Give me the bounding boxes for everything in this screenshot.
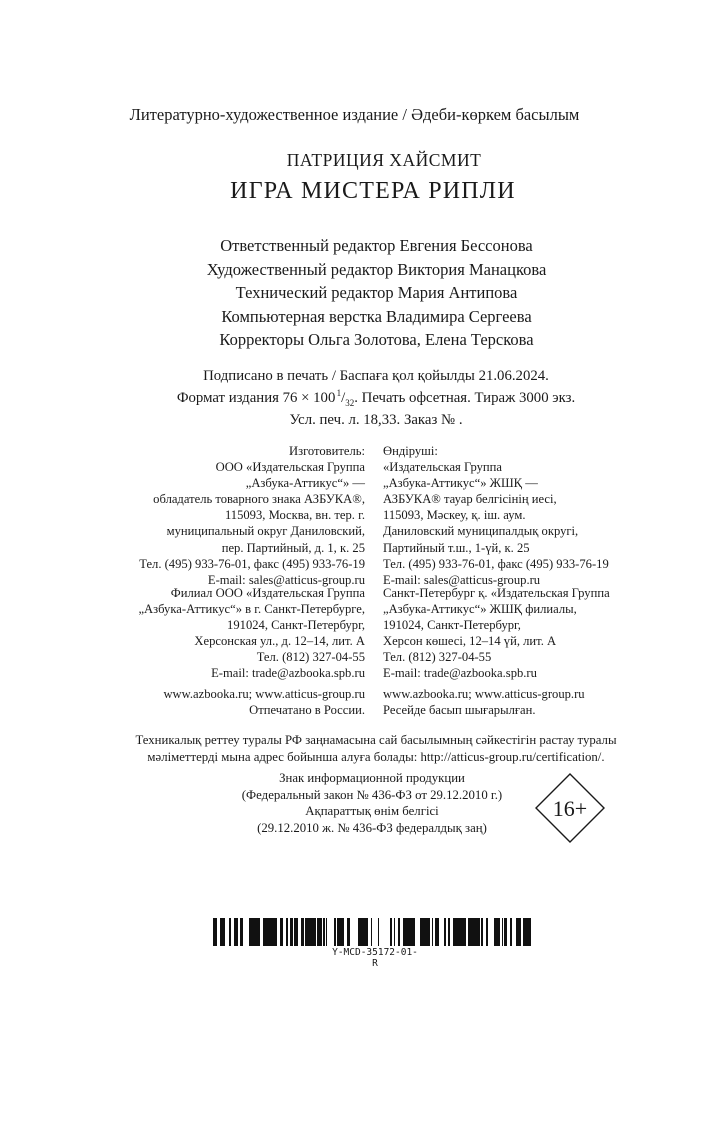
barcode-bar [462, 918, 464, 946]
barcode-bar [251, 918, 252, 946]
barcode-bar [468, 918, 469, 946]
barcode-bar [223, 918, 225, 946]
barcode-bar [311, 918, 313, 946]
branch-kz [383, 585, 673, 682]
author-name: ПАТРИЦИЯ ХАЙСМИТ [286, 150, 482, 170]
barcode-code: Y-MCD-35172-01-R [332, 947, 418, 969]
credit-line: Технический редактор Мария Антипова [235, 283, 518, 302]
barcode-bar [323, 918, 325, 946]
credit-line: Компьютерная верстка Владимира Сергеева [221, 306, 532, 326]
barcode-bar [422, 918, 425, 946]
barcode-bar [506, 918, 507, 946]
barcode-bar [427, 918, 428, 946]
manufacturer-line: „Азбука-Аттикус“» — [245, 476, 365, 491]
barcode-icon [211, 918, 531, 946]
barcode-bar [286, 918, 288, 946]
barcode-bar [499, 918, 500, 946]
manufacturer-line: E-mail: sales@atticus-group.ru [207, 572, 365, 587]
age-rating-badge [534, 772, 606, 844]
barcode-bar [494, 918, 496, 946]
barcode-bar [334, 918, 336, 946]
manufacturer-ru [85, 443, 365, 588]
barcode-bar [363, 918, 365, 946]
barcode-bar [309, 918, 310, 946]
barcode-bar [472, 918, 473, 946]
manufacturer-kz [383, 443, 673, 588]
certification-note [0, 732, 709, 765]
sheets-order: Усл. печ. л. 18,33. Заказ № . [289, 411, 463, 428]
barcode-bar [290, 918, 293, 946]
barcode-bar [504, 918, 506, 946]
barcode-bar [220, 918, 223, 946]
barcode-bar [390, 918, 391, 946]
info-sign-line: (Федеральный закон № 436-ФЗ от 29.12.2010 г.) [241, 787, 503, 802]
barcode-bar [391, 918, 392, 946]
barcode-bar [339, 918, 341, 946]
branch-line: 191024, Санкт-Петербург, [383, 618, 521, 633]
barcode-bar [294, 918, 297, 946]
barcode-bar [216, 918, 217, 946]
branch-line: Тел. (812) 327-04-55 [256, 650, 365, 665]
info-sign-line: Знак информационной продукции [279, 771, 465, 785]
barcode-bar [361, 918, 363, 946]
barcode-bar [523, 918, 524, 946]
web-ru [85, 686, 365, 718]
manufacturer-line: Партийный т.ш., 1-үй, к. 25 [383, 540, 530, 555]
barcode-bar [301, 918, 303, 946]
book-title: ИГРА МИСТЕРА РИПЛИ [230, 178, 516, 204]
barcode-bar [297, 918, 298, 946]
credit-line: Ответственный редактор Евгения Бессонова [220, 236, 533, 255]
barcode-bar [365, 918, 368, 946]
barcode-bar [459, 918, 462, 946]
info-sign-line: Ақпараттық өнім белгісі [305, 804, 439, 818]
manufacturer-line: пер. Партийный, д. 1, к. 25 [221, 540, 365, 555]
barcode-bar [408, 918, 410, 946]
manufacturer-line: Изготовитель: [289, 444, 365, 458]
web-kz [383, 686, 673, 718]
barcode-bar [527, 918, 528, 946]
barcode-bar [280, 918, 281, 946]
barcode-bar [410, 918, 412, 946]
branch-line: Санкт-Петербург қ. «Издательская Группа [383, 586, 610, 600]
branch-line: „Азбука-Аттикус“» ЖШҚ филиалы, [383, 602, 577, 617]
barcode-bar [464, 918, 466, 946]
barcode-bar [519, 918, 521, 946]
barcode-bar [303, 918, 304, 946]
barcode-bar [516, 918, 517, 946]
barcode-bar [371, 918, 372, 946]
edition-type: Литературно-художественное издание / Әдеби-көркем басылым [129, 105, 580, 124]
print-info [0, 368, 709, 429]
cert-line: мәліметтерді мына адрес бойынша алуға болады: http://atticus-group.ru/certification/. [147, 749, 605, 764]
barcode-bar [455, 918, 458, 946]
format-prefix: Формат издания 76 × 100 [176, 389, 336, 406]
manufacturer-line: „Азбука-Аттикус“» ЖШҚ — [383, 476, 538, 491]
barcode-bar [458, 918, 459, 946]
manufacturer-line: АЗБУКА® тауар белгісінің иесі, [383, 492, 557, 507]
branch-line: Херсонская ул., д. 12–14, лит. А [194, 634, 365, 649]
barcode-bar [524, 918, 527, 946]
barcode-bar [341, 918, 344, 946]
barcode-bar [469, 918, 472, 946]
barcode-bar [412, 918, 415, 946]
barcode-bar [428, 918, 430, 946]
format-denominator: 32 [345, 397, 355, 408]
manufacturer-line: 115093, Москва, вн. тер. г. [224, 508, 365, 523]
barcode-bar [502, 918, 503, 946]
barcode-bar [407, 918, 408, 946]
barcode-bar [378, 918, 379, 946]
barcode-bar [473, 918, 475, 946]
barcode-bar [486, 918, 487, 946]
barcode-bar [436, 918, 437, 946]
barcode-bar [425, 918, 427, 946]
barcode-bar [310, 918, 311, 946]
barcode-bar [398, 918, 400, 946]
barcode-bar [308, 918, 309, 946]
age-rating-text: 16+ [552, 796, 588, 821]
barcode-bar [253, 918, 255, 946]
format-suffix: . Печать офсетная. Тираж 3000 экз. [354, 389, 576, 406]
manufacturer-line: ООО «Издательская Группа [215, 460, 365, 475]
manufacturer-line: 115093, Мәскеу, қ. іш. аум. [383, 508, 526, 523]
branch-ru [85, 585, 365, 682]
barcode-bar [403, 918, 404, 946]
manufacturer-line: Өндіруші: [383, 444, 438, 458]
branch-line: 191024, Санкт-Петербург, [227, 618, 365, 633]
barcode-bar [281, 918, 283, 946]
branch-line: Филиал ООО «Издательская Группа [170, 586, 365, 600]
web-line: www.azbooka.ru; www.atticus-group.ru [163, 687, 365, 701]
branch-line: „Азбука-Аттикус“» в г. Санкт-Петербурге, [138, 602, 365, 617]
barcode-bar [477, 918, 480, 946]
barcode-bar [444, 918, 446, 946]
barcode-bar [510, 918, 512, 946]
cert-line: Техникалық реттеу туралы РФ заңнамасына сай басылымның сәйкестігін растау туралы [135, 733, 617, 747]
barcode-bar [337, 918, 339, 946]
barcode-bar [274, 918, 277, 946]
web-line: Отпечатано в России. [249, 703, 365, 718]
manufacturer-line: Даниловский муниципалдық округі, [383, 524, 579, 539]
barcode-bar [257, 918, 260, 946]
barcode-bar [437, 918, 439, 946]
barcode-bar [255, 918, 257, 946]
signed-date: Подписано в печать / Баспаға қол қойылды 21.06.2024. [203, 368, 549, 384]
barcode-bar [252, 918, 253, 946]
barcode-bar [406, 918, 407, 946]
format-numerator: 1 [336, 388, 342, 398]
credit-line: Художественный редактор Виктория Манацкова [206, 259, 547, 279]
barcode-bar [432, 918, 433, 946]
manufacturer-line: обладатель товарного знака АЗБУКА®, [153, 492, 365, 507]
barcode-bar [234, 918, 235, 946]
barcode-bar [213, 918, 216, 946]
editorial-credits [0, 234, 709, 352]
barcode-bar [271, 918, 273, 946]
barcode-bar [265, 918, 268, 946]
barcode-bar [313, 918, 316, 946]
manufacturer-line: E-mail: sales@atticus-group.ru [383, 572, 541, 587]
barcode-bar [435, 918, 436, 946]
barcode-bar [448, 918, 450, 946]
web-line: www.azbooka.ru; www.atticus-group.ru [383, 687, 585, 701]
branch-line: Тел. (812) 327-04-55 [383, 650, 492, 665]
info-sign-line: (29.12.2010 ж. № 436-ФЗ федералдық заң) [257, 820, 487, 835]
manufacturer-line: муниципальный округ Даниловский, [166, 524, 365, 539]
manufacturer-line: Тел. (495) 933-76-01, факс (495) 933-76-19 [383, 556, 609, 571]
barcode-bar [249, 918, 251, 946]
barcode-bar [358, 918, 361, 946]
format-line: Формат издания 76 × 100 $^1/_{32}$. Печать офсетная. Тираж 3000 экз. [176, 388, 576, 408]
barcode-bar [305, 918, 308, 946]
barcode-bar [420, 918, 422, 946]
barcode-bar [268, 918, 271, 946]
barcode-bar [453, 918, 455, 946]
manufacturer-line: «Издательская Группа [383, 460, 502, 475]
web-line: Ресейде басып шығарылған. [383, 703, 536, 718]
barcode-bar [404, 918, 406, 946]
branch-line: Херсон көшесі, 12–14 үй, лит. А [383, 634, 557, 649]
barcode-bar [240, 918, 243, 946]
barcode-bar [528, 918, 531, 946]
credit-line: Корректоры Ольга Золотова, Елена Терскова [219, 330, 534, 349]
manufacturer-line: Тел. (495) 933-76-01, факс (495) 933-76-19 [139, 556, 365, 571]
barcode-bar [481, 918, 483, 946]
barcode-bar [517, 918, 519, 946]
barcode-bar [273, 918, 274, 946]
barcode-bar [229, 918, 231, 946]
barcode-bar [394, 918, 395, 946]
barcode-bar [317, 918, 319, 946]
branch-line: E-mail: trade@azbooka.spb.ru [383, 666, 537, 681]
barcode-bar [347, 918, 350, 946]
barcode-bar [496, 918, 499, 946]
branch-line: E-mail: trade@azbooka.spb.ru [211, 666, 365, 681]
barcode-bar [326, 918, 327, 946]
barcode-bar [263, 918, 265, 946]
barcode-bar [319, 918, 322, 946]
barcode-bar [487, 918, 488, 946]
barcode-bar [475, 918, 477, 946]
barcode-bar [235, 918, 238, 946]
